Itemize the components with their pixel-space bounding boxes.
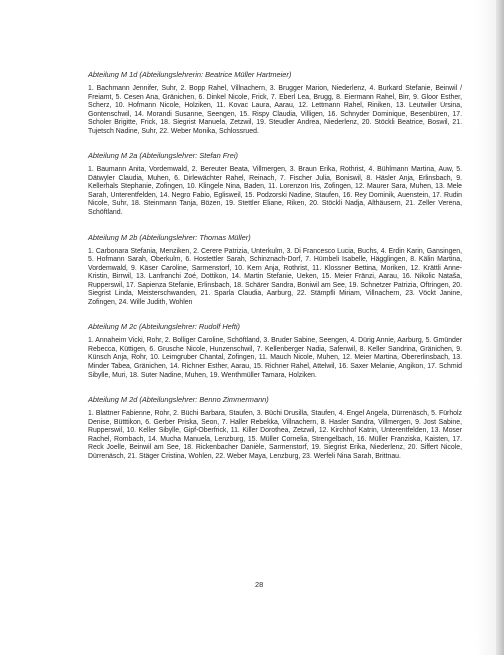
page-edge bbox=[496, 0, 504, 655]
page-number: 28 bbox=[255, 580, 264, 589]
section-heading: Abteilung M 2b (Abteilungslehrer: Thomas Müller) bbox=[88, 232, 251, 242]
section-heading: Abteilung M 2d (Abteilungslehrer: Benno Zimmermann) bbox=[88, 395, 269, 405]
section-m2a bbox=[88, 151, 462, 217]
student-list: 1. Carbonara Stefania, Menziken, 2. Cerere Patrizia, Unterkulm, 3. Di Francesco Lucia, Buchs, 4. Erdin Karin, Gansingen, 5. Hofmann Sarah, Oberkulm, 6. Hostettler Sarah, Schinznach-Dorf, 7. Hümbeli Isabelle, Hägglingen, 8. Kälin Martina, Vordemwald, 9. Käser Caroline, Sarmenstorf, 10. Kern Anja, Rothrist, 11. Klossner Bettina, Moriken, 12. Krättli Anne-Kristin, Birrwil, 13. Lanfranchi Zoé, Dottikon, 14. Martin Stefanie, Ueken, 15. Meier Fränzi, Aarau, 16. Nikolic Nataša, Rupperswil, 17. Sapienza Stefanie, Erlinsbach, 18. Schärer Sandra, Boniwil am See, 19. Schnetzer Patrizia, Oftringen, 20. Siegrist Linda, Meisterschwanden, 21. Sparla Claudia, Aarburg, 22. Stämpfli Miriam, Villnachern, 23. Vöckt Janine, Zofingen, 24. Wille Judith, Wohlen bbox=[88, 247, 462, 306]
student-list: 1. Baumann Anita, Vordemwald, 2. Bereuter Beata, Villmergen, 3. Braun Erika, Rothrist, 4. Bühlmann Martina, Auw, 5. Dätwyler Claudia, Muhen, 6. Dirlewächter Rahel, Reinach, 7. Fischer Julia, Boniswil, 8. Häsler Anja, Erlinsbach, 9. Kellerhals Stephanie, Zofingen, 10. Klingele Nina, Baden, 11. Lorenzon Iris, Zofingen, 12. Maurer Sara, Muhen, 13. Mele Sarah, Unterentfelden, 14. Negro Fabio, Eglisweil, 15. Podzorski Nadine, Staufen, 16. Rey Dominik, Auenstein, 17. Rudin Nicole, Suhr, 18. Steinmann Tanja, Bözen, 19. Stettler Eliane, Riken, 20. Stöckli Nadja, Althäusern, 21. Zeller Verena, Schöftland. bbox=[88, 166, 462, 217]
student-list: 1. Annaheim Vicki, Rohr, 2. Bolliger Caroline, Schöftland, 3. Bruder Sabine, Seengen, 4. Dürig Annie, Aarburg, 5. Gmünder Rebecca, Küttigen, 6. Grusche Nicole, Hunzenschwil, 7. Kellenberger Nadia, Safenwil, 8. Keller Sandrina, Gränichen, 9. Künsch Anja, Rohr, 10. Leimgruber Chantal, Zofingen, 11. Mauch Nicole, Muhen, 12. Meier Martina, Obererlinsbach, 13. Minder Tabea, Gränichen, 14. Richner Esther, Aarau, 15. Richner Rahel, Attelwil, 16. Saxer Melanie, Angikon, 17. Schmid Sibylle, Muri, 18. Suter Nadine, Muhen, 19. Wenthmüller Tamara, Holziken. bbox=[88, 337, 462, 379]
page-content bbox=[88, 70, 462, 476]
section-heading: Abteilung M 2c (Abteilungslehrer: Rudolf Hefti) bbox=[88, 322, 240, 332]
page-gutter bbox=[476, 0, 496, 655]
section-m2d bbox=[88, 395, 462, 461]
section-heading: Abteilung M 1d (Abteilungslehrerin: Beatrice Müller Hartmeier) bbox=[88, 70, 292, 79]
student-list: 1. Blattner Fabienne, Rohr, 2. Büchi Barbara, Staufen, 3. Büchi Drusilla, Staufen, 4. Engel Angela, Dürrenäsch, 5. Fürholz Denise, Bütttikon, 6. Gerber Priska, Seon, 7. Haller Rebekka, Villnachern, 8. Hasler Sandra, Villmergen, 9. Jost Sabine, Rupperswil, 10. Keller Sibylle, Gipf-Oberfrick, 11. Killer Dorothea, Zetzwil, 12. Kirchhof Katrin, Unterentfelden, 13. Moser Rachel, Rombach, 14. Mucha Manuela, Lenzburg, 15. Müller Cornelia, Strengelbach, 16. Müller Franziska, Kaisten, 17. Reck Joelle, Beinwil am See, 18. Rickenbacher Danièle, Sarmenstorf, 19. Siegrist Erika, Niederlenz, 20. Siffert Nicole, Dürrenäsch, 21. Stäger Cristina, Wohlen, 22. Weber Maya, Lenzburg, 23. Werfeli Nina Sarah, Brittnau. bbox=[88, 410, 462, 460]
student-list: 1. Bachmann Jennifer, Suhr, 2. Bopp Rahel, Villnachern, 3. Brugger Marion, Niederlenz, 4. Burkard Stefanie, Beinwil / Freiamt, 5. Cesen Ana, Gränichen, 6. Dinkel Nicole, Frick, 7. Eberl Lea, Brugg, 8. Eiermann Rahel, Birr, 9. Gloor Esther, Scherz, 10. Hofmann Nicole, Holziken, 11. Kovac Laura, Aarau, 12. Lettmann Rahel, Riniken, 13. Leutwiler Ursina, Gontenschwil, 14. Morandi Susanne, Seengen, 15. Rispy Claudia, Villigen, 16. Schnyder Dominique, Besenbüren, 17. Scholer Brigitte, Frick, 18. Siegrist Manuela, Zetzwil, 19. Steudler Andrea, Niederlenz, 20. Stöckli Beatrice, Boswil, 21. Tujetsch Nadine, Suhr, 22. Weber Monika, Schlossrued. bbox=[88, 85, 462, 135]
section-m2c bbox=[88, 322, 462, 380]
section-m1d bbox=[88, 70, 462, 136]
section-heading: Abteilung M 2a (Abteilungslehrer: Stefan Frei) bbox=[88, 151, 238, 161]
section-m2b bbox=[88, 233, 462, 308]
